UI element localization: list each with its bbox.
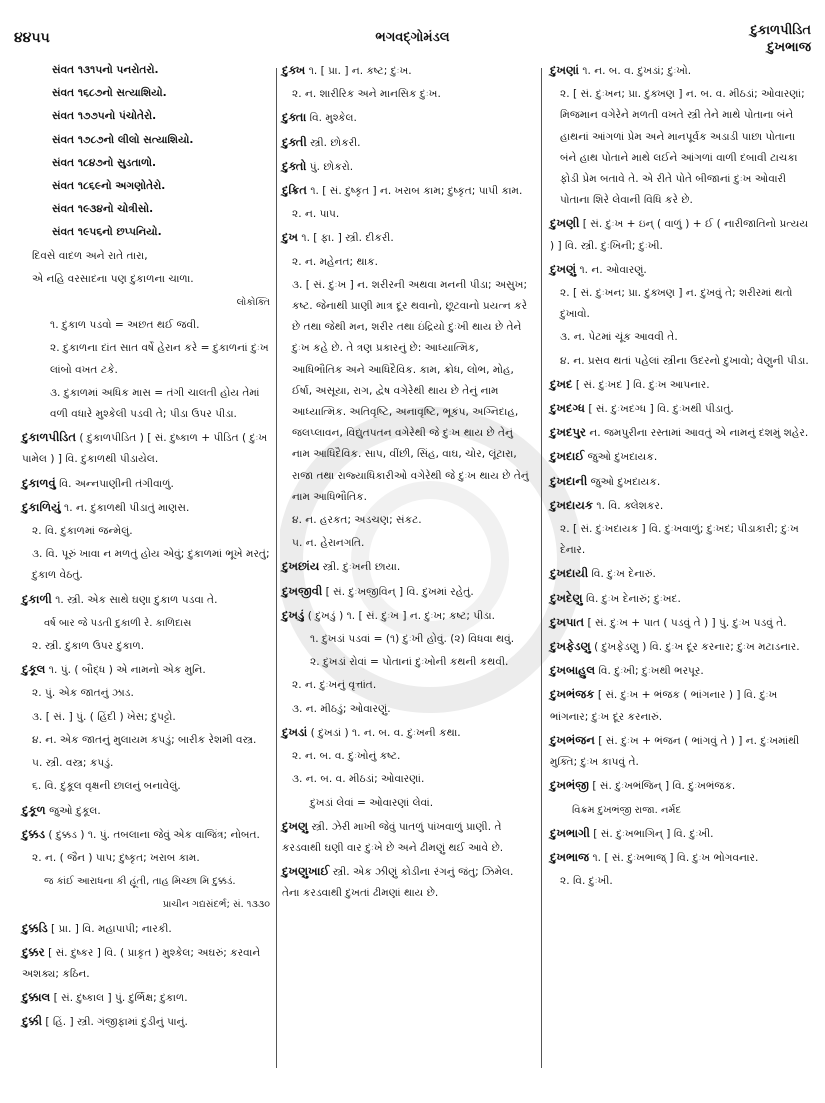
- definition-text: ૧. સ્ત્રી. એક સાથે ઘણા દુકાળ પડવા તે.: [51, 593, 218, 606]
- definition-text: ૧. [ સં. દુષ્કૃત ] ન. ખરાબ કામ; દુષ્કૃત; પાપી કામ.: [306, 185, 523, 198]
- definition-text: ૨. [ સં. દુઃખન; પ્રા. દુક્ખણ ] ન. દુખવું તે; શરીરમાં થતો દુખાવો.: [560, 287, 793, 321]
- definition-text: પું. છોકરો.: [306, 160, 354, 173]
- definition-text: ૩. [ સં. ] પું. ( હિંદી ) ખેસ; દુપટ્ટો.: [32, 710, 176, 723]
- definition-text: ૨. ન. ( જૈન ) પાપ; દુષ્કૃત; ખરાબ કામ.: [32, 851, 200, 864]
- headword: દુખભંજક: [550, 687, 595, 702]
- entry-line: [282, 252, 530, 273]
- definition-text: [ સં. દુઃખભાગિન્ ] વિ. દુઃખી.: [589, 827, 714, 840]
- headword: દુખબાહુલ: [550, 663, 596, 678]
- definition-text: લોકોક્તિ: [236, 297, 270, 309]
- definition-text: ( દુક્કડ ) ૧. પું. તબલાના જેવું એક વાજિંત્ર; નોબત.: [45, 828, 260, 841]
- guide-word-first: દુકાળપીડિત: [750, 23, 811, 38]
- definition-text: સંવત ૧૮૬૯નો અગણોતેરો.: [52, 180, 166, 193]
- dictionary-entry: [550, 660, 812, 682]
- headword: દુક્કાલ: [22, 990, 51, 1005]
- entry-line: [282, 675, 530, 696]
- dictionary-entry: [22, 824, 270, 846]
- definition-text: વિ. દુઃખી; દુઃખથી ભરપૂર.: [595, 665, 704, 678]
- definition-text: સ્ત્રી. દુઃખની છાયા.: [319, 561, 401, 574]
- headword: દુક્ખ: [282, 63, 306, 77]
- definition-text: ૫. સ્ત્રી. વસ્ત્ર; કપડું.: [32, 757, 114, 770]
- dictionary-entry: [550, 398, 812, 420]
- definition-text: ૨. દુકાળના દાંત સાત વર્ષે હેરાન કરે = દુકાળનાં દુઃખ લાંબો વખત ટકે.: [50, 342, 269, 376]
- dictionary-entry: [22, 1011, 270, 1033]
- entry-line: [550, 519, 812, 561]
- entry-line: [22, 338, 270, 380]
- headword: દુકૂલ: [22, 662, 46, 677]
- definition-text: ૩. વિ. પૂરું ખાવા ન મળતું હોય એવું; દુકાળમાં ભૂખે મરતું; દુકાળ વેઠતું.: [32, 548, 270, 582]
- headword: દુકાળવું: [22, 475, 56, 490]
- definition-text: ( દુખડાં ) ૧. ન. બ. વ. દુઃખની કથા.: [307, 726, 461, 739]
- entry-line: [282, 204, 530, 225]
- definition-text: વર્ષ બાર જે પડતી દુકાળી રે. કાળિદાસ: [44, 617, 192, 629]
- definition-text: ૧. [ ફા. ] સ્ત્રી. દીકરી.: [298, 232, 394, 245]
- headword: દુખણાં: [550, 63, 579, 77]
- definition-text: [ સં. દુષ્કર ] વિ. ( પ્રાકૃત ) મુશ્કેલ; અઘરું; કરવાને અશક્ય; કઠિન.: [22, 946, 261, 980]
- headword: દુખભાગી: [550, 825, 590, 840]
- page-header: [0, 14, 825, 54]
- definition-text: [ સં. દુઃખ + ઇન્ ( વાળું ) + ઈ ( નારીજાતિનો પ્રત્યય ) ] વિ. સ્ત્રી. દુઃખિની; દુઃખી.: [550, 218, 809, 252]
- definition-text: જુઓ દુકૂલ.: [45, 804, 101, 817]
- dictionary-entry: [550, 374, 812, 396]
- entry-line: [22, 60, 270, 81]
- entry-line: [22, 848, 270, 869]
- definition-text: ૧. ન. ઓવારણું.: [576, 263, 647, 276]
- dictionary-entry: [550, 259, 812, 281]
- dictionary-entry: [282, 60, 530, 82]
- definition-text: ૧. દુકાળ પડવો = અછત થઈ જવી.: [50, 319, 200, 332]
- entry-line: [22, 707, 270, 728]
- guide-words: [750, 22, 811, 56]
- dictionary-entry: [282, 132, 530, 154]
- dictionary-entry: [550, 612, 812, 634]
- headword: દુખણુ: [282, 818, 309, 833]
- entry-line: [22, 83, 270, 104]
- entry-line: [22, 292, 270, 313]
- dictionary-entry: [22, 589, 270, 611]
- definition-text: સ્ત્રી. એક ઝીણું કોડીના રંગનું જંતુ; ઝિમેલ. તેના કરડવાથી દુખતાં ઢીમણાં થાય છે.: [282, 866, 514, 900]
- entry-line: [282, 699, 530, 720]
- dictionary-entry: [282, 722, 530, 744]
- dictionary-entry: [550, 775, 812, 797]
- dictionary-entry: [22, 659, 270, 681]
- dictionary-entry: [550, 446, 812, 468]
- headword: દુખપાત: [550, 614, 585, 629]
- definition-text: ૧. ન. બ. વ. દુખડાં; દુઃખો.: [578, 65, 692, 77]
- definition-text: ૨. દુખડાં રોવાં = પોતાનાં દુઃખોની કથની કથવી.: [310, 656, 509, 669]
- entry-line: [282, 533, 530, 554]
- dictionary-entry: [282, 816, 530, 859]
- entry-line: [22, 636, 270, 657]
- definition-text: ન. જમપુરીના રસ્તામાં આવતું એ નામનું દશમું શહેર.: [586, 427, 809, 440]
- definition-text: જુઓ દુખદાયક.: [587, 475, 661, 488]
- headword: દુક્કી: [22, 1014, 43, 1029]
- definition-text: ૩. [ સં. દુઃખ ] ન. શરીરની અથવા મનની પીડા; અસુખ; કષ્ટ. જેનાથી પ્રાણી માત્ર દૂર થવાનો, છૂટવાનો પ્રયત્ન કરે છે તથા જેથી મન, શરીર તથા ઇંદ્રિયો દુઃખી થાય છે તેને દુઃખ કહે છે. તે ત્રણ પ્રકારનું છે: આધ્યાત્મિક, આધિભૌતિક અને આધિદૈવિક. કામ, ક્રોધ, લોભ, મોહ, ઈર્ષા, અસૂયા, રાગ, દ્વેષ વગેરેથી થાય છે તેનું નામ આધ્યાત્મિક. અતિવૃષ્ટિ, અનાવૃષ્ટિ, ભૂકંપ, અગ્નિદાહ, જલપ્લાવન, વિદ્યુતપતન વગેરેથી જે દુઃખ થાય છે તેનું નામ આધિદૈવિક. સાપ, વીંછી, સિંહ, વાઘ, ચોર, લૂંટારા, રાજા તથા રાજ્યાધિકારીઓ વગેરેથી જે દુઃખ થાય છે તેનું નામ આધિભૌતિક.: [292, 278, 529, 503]
- entry-line: [22, 383, 270, 425]
- entry-line: [282, 510, 530, 531]
- headword: દુખદાની: [550, 473, 588, 488]
- entry-line: [282, 793, 530, 814]
- definition-text: ૪. ન. હરકત; અડચણ; સંકટ.: [292, 514, 422, 527]
- definition-text: વિ. દુઃખ દેનારું.: [588, 568, 656, 581]
- definition-text: સંવત ૧૯૫૬નો છપ્પનિયો.: [52, 226, 162, 239]
- definition-text: વિક્રમ દુખભંજી રાજા. નર્મદ: [572, 804, 682, 816]
- entry-line: [22, 894, 270, 915]
- definition-text: ૩. ન. પેટમાં ચૂંક આવવી તે.: [560, 331, 678, 344]
- definition-text: ૨. સ્ત્રી. દુકાળ ઉપર દુકાળ.: [32, 640, 145, 653]
- dictionary-entry: [22, 800, 270, 822]
- dictionary-entry: [550, 636, 812, 658]
- running-title: ભગવદ્ગોમંડલ: [375, 30, 450, 45]
- entry-line: [550, 283, 812, 325]
- definition-text: ૨. [ સં. દુઃખન; પ્રા. દુક્ખણ ] ન. બ. વ. મીઠડાં; ઓવારણાં; મિજમાન વગેરેને મળતી વખતે સ્ત્રી તેને માથે પોતાના બંને હાથનાં આંગળાં પ્રેમ અને માનપૂર્વક અડાડી પાછા પોતાના બંને હાથ પોતાને માથે લઈને આંગળાં વાળી દબાવી ટાચકા ફોડી પ્રેમ બતાવે તે. એ રીતે પોતે બીજાનાં દુઃખ ઓવારી પોતાના શિરે લેવાની વિધિ કરે છે.: [560, 88, 805, 207]
- definition-text: પ્રાચીન ગદ્યસંદર્ભ; સં. ૧૩૩૦: [162, 899, 270, 911]
- column-3: [550, 60, 812, 894]
- headword: દુખભંજી: [550, 778, 590, 793]
- dictionary-entry: [550, 847, 812, 869]
- definition-text: ( દુખફેડણુ ) વિ. દુઃખ દૂર કરનાર; દુઃખ મટાડનાર.: [590, 641, 800, 654]
- headword: દુખણું: [550, 261, 577, 276]
- headword: દુખદગ્ધ: [550, 401, 586, 416]
- definition-text: ૨. ન. પાપ.: [292, 208, 340, 221]
- dictionary-entry: [282, 156, 530, 178]
- column-divider-right: [541, 68, 542, 1068]
- definition-text: સંવત ૧૭૭૫નો પંચોતેરો.: [52, 110, 157, 123]
- headword: દુખદપુર: [550, 425, 587, 440]
- headword: દુખદેણુ: [550, 590, 583, 605]
- definition-text: જ કાંઈ આરાધના કી હૂંતી, તાહ મિચ્છા મિ દુક્કડં.: [44, 876, 236, 888]
- definition-text: જુઓ દુખદાયક.: [584, 451, 658, 464]
- dictionary-entry: [550, 823, 812, 845]
- headword: દુખજીવી: [282, 583, 323, 598]
- definition-text: ૪. ન. પ્રસવ થતાં પહેલાં સ્ત્રીના ઉદરનો દુખાવો; વેણુની પીડા.: [560, 354, 809, 367]
- entry-line: [22, 315, 270, 336]
- dictionary-entry: [282, 180, 530, 202]
- definition-text: [ સં. દુઃખદગ્ધ ] વિ. દુઃખથી પીડાતું.: [585, 403, 734, 416]
- entry-line: [550, 84, 812, 211]
- dictionary-entry: [22, 497, 270, 519]
- entry-line: [282, 652, 530, 673]
- entry-line: [22, 222, 270, 243]
- entry-line: [22, 683, 270, 704]
- entry-line: [22, 544, 270, 586]
- definition-text: ૧. [ સં. દુઃખભાજ્ ] વિ. દુઃખ ભોગવનાર.: [589, 851, 759, 864]
- entry-line: [550, 351, 812, 372]
- column-divider-left: [276, 68, 277, 1068]
- definition-text: [ સં. દુઃખદ ] વિ. દુઃખ આપનાર.: [572, 378, 710, 391]
- dictionary-entry: [550, 588, 812, 610]
- headword: દુખણુખાઈ: [282, 864, 330, 879]
- definition-text: [ સં. દુઃખજીવિન્ ] વિ. દુખમાં રહેતું.: [322, 585, 474, 598]
- headword: દુખભાજ: [550, 849, 590, 864]
- definition-text: ૧. [ પ્રા. ] ન. કષ્ટ; દુઃખ.: [305, 65, 412, 77]
- entry-line: [22, 613, 270, 634]
- guide-word-last: દુખભાજ: [767, 40, 811, 55]
- dictionary-entry: [282, 107, 530, 129]
- entry-line: [22, 871, 270, 892]
- entry-line: [282, 746, 530, 767]
- definition-text: દુખડાં લેવાં = ઓવારણાં લેવાં.: [310, 796, 434, 809]
- headword: દુખદાઈ: [550, 449, 585, 464]
- headword: દુક્કર: [22, 944, 45, 959]
- dictionary-entry: [550, 471, 812, 493]
- definition-text: ૫. ન. હેરાનગતિ.: [292, 537, 365, 550]
- definition-text: ૨. વિ. દુકાળમાં જન્મેલું.: [32, 525, 133, 538]
- headword: દુખદાયક: [550, 497, 594, 512]
- definition-text: ૨. ન. દુઃખનું વૃત્તાંત.: [292, 679, 377, 692]
- definition-text: વિ. દુઃખ દેનારું; દુઃખદ.: [582, 592, 681, 605]
- definition-text: સંવત ૧૮૪૭નો સુડતાળો.: [52, 156, 157, 169]
- headword: દુક્કડિ: [22, 920, 48, 935]
- entry-line: [22, 153, 270, 174]
- dictionary-entry: [282, 581, 530, 603]
- definition-text: વિ. અન્નપાણીની તંગીવાળું.: [55, 477, 174, 490]
- entry-line: [22, 730, 270, 751]
- definition-text: ૪. ન. એક જાતનું મુલાયમ કપડું; બારીક રેશમી વસ્ત્ર.: [32, 733, 257, 746]
- headword: દુખછાંય: [282, 559, 320, 574]
- entry-line: [22, 521, 270, 542]
- headword: દુખભંજન: [550, 732, 595, 747]
- column-1: [22, 60, 270, 1036]
- entry-line: [22, 106, 270, 127]
- definition-text: ૨. ન. બ. વ. દુઃખોનું કષ્ટ.: [292, 750, 401, 763]
- headword: દુખડાં: [282, 724, 308, 739]
- headword: દુખફેડણુ: [550, 639, 591, 654]
- entry-line: [282, 84, 530, 105]
- definition-text: ૧. દુખડાં પડવાં = (૧) દુઃખી હોવું. (૨) વિધવા થવું.: [310, 633, 515, 646]
- entry-line: [550, 800, 812, 821]
- dictionary-entry: [22, 427, 270, 470]
- headword: દુખ: [282, 230, 299, 245]
- dictionary-entry: [22, 987, 270, 1009]
- headword: દુખડું: [282, 607, 305, 622]
- definition-text: ૬. વિ. દુકૂલ વૃક્ષની છાલનું બનાવેલું.: [32, 780, 181, 793]
- dictionary-entry: [22, 918, 270, 940]
- definition-text: ૨. વિ. દુઃખી.: [560, 875, 613, 888]
- entry-line: [22, 130, 270, 151]
- headword: દુક્કડ: [22, 826, 46, 841]
- entry-line: [22, 753, 270, 774]
- definition-text: એ નહિ વરસાદના પણ દુકાળના ચાળા.: [32, 272, 194, 285]
- definition-text: [ સં. દુઃખ + પાત ( પડવું તે ) ] પું. દુઃખ પડવું તે.: [584, 616, 787, 629]
- definition-text: ૩. ન. બ. વ. મીઠડાં; ઓવારણાં.: [292, 773, 425, 786]
- definition-text: ૩. ન. મીઠડું; ઓવારણું.: [292, 702, 391, 715]
- headword: દુખદાયી: [550, 566, 589, 581]
- headword: દુક્તી: [282, 134, 307, 149]
- headword: દુકૂળ: [22, 802, 46, 817]
- definition-text: સંવત ૧૯૩૪નો ચોત્રીસો.: [52, 203, 154, 216]
- definition-text: સ્ત્રી. ઝેરી માખી જેવું પાતળું પાંખવાળું પ્રાણી. તે કરડવાથી ઘણી વાર દુઃખે છે અને ઢીમણું થઈ આવે છે.: [282, 820, 504, 854]
- headword: દુખદ: [550, 376, 573, 391]
- entry-line: [282, 629, 530, 650]
- definition-text: ૨. ન. શારીરિક અને માનસિક દુઃખ.: [292, 88, 441, 101]
- dictionary-entry: [550, 563, 812, 585]
- dictionary-entry: [550, 60, 812, 82]
- dictionary-entry: [22, 473, 270, 495]
- headword: દુકાળિયું: [22, 499, 61, 514]
- entry-line: [22, 246, 270, 267]
- entry-line: [282, 769, 530, 790]
- dictionary-entry: [550, 495, 812, 517]
- dictionary-entry: [282, 605, 530, 627]
- definition-text: ૧. ન. દુકાળથી પીડાતું માણસ.: [60, 501, 190, 514]
- definition-text: દિવસે વાદળ અને રાતે તારા,: [32, 249, 148, 262]
- dictionary-entry: [550, 213, 812, 256]
- page-number: ૪૪૫૫: [14, 30, 50, 46]
- definition-text: [ સં. દુષ્કાલ ] પું. દુર્ભિક્ષ; દુકાળ.: [50, 992, 188, 1005]
- definition-text: સંવત ૧૩૧૫નો પનરોતરો.: [52, 64, 159, 76]
- column-2: [282, 60, 530, 907]
- dictionary-entry: [550, 684, 812, 727]
- definition-text: ૨. [ સં. દુઃખદાયક ] વિ. દુઃખવાળું; દુઃખદ; પીડાકારી; દુઃખ દેનાર.: [560, 523, 799, 557]
- definition-text: સંવત ૧૬૮૭નો સત્યાશિયો.: [52, 87, 167, 100]
- definition-text: [ હિં. ] સ્ત્રી. ગંજીફામાં દુડીનું પાનું.: [42, 1016, 188, 1029]
- entry-line: [22, 776, 270, 797]
- headword: દુકાળી: [22, 591, 52, 606]
- entry-line: [22, 176, 270, 197]
- definition-text: [ સં. દુઃખ + ભંજક ( ભાંગનાર ) ] વિ. દુઃખ ભાંગનાર; દુઃખ દૂર કરનારું.: [550, 689, 778, 723]
- definition-text: ૨. ન. મહેનત; થાક.: [292, 255, 379, 268]
- entry-line: [22, 269, 270, 290]
- entry-line: [22, 199, 270, 220]
- definition-text: ૧. વિ. ક્લેશકર.: [593, 499, 664, 512]
- headword: દુખણી: [550, 216, 580, 231]
- definition-text: [ સં. દુઃખભંજિન્ ] વિ. દુઃખભંજક.: [589, 780, 736, 793]
- dictionary-entry: [550, 422, 812, 444]
- definition-text: સંવત ૧૭૮૭નો લીલો સત્યાશિયો.: [52, 133, 194, 146]
- dictionary-entry: [282, 556, 530, 578]
- entry-line: [550, 327, 812, 348]
- entry-line: [282, 275, 530, 508]
- dictionary-entry: [282, 861, 530, 904]
- definition-text: ૩. દુકાળમાં અધિક માસ = તંગી ચાલતી હોય તેમાં વળી વધારે મુશ્કેલી પડવી તે; પીડા ઉપર પીડા.: [50, 386, 260, 421]
- definition-text: [ પ્રા. ] વિ. મહાપાપી; નારકી.: [47, 922, 172, 935]
- definition-text: ૨. પું. એક જાતનું ઝાડ.: [32, 687, 134, 700]
- entry-line: [550, 871, 812, 892]
- definition-text: વિ. મુશ્કેલ.: [306, 112, 357, 125]
- headword: દુક્તા: [282, 110, 307, 125]
- headword: દુક્રિત: [282, 183, 307, 198]
- definition-text: [ સં. દુઃખ + ભંજન ( ભાંગવું તે ) ] ન. દુઃખમાંથી મુક્તિ; દુઃખ કાપવું તે.: [550, 734, 800, 769]
- dictionary-entry: [550, 730, 812, 773]
- definition-text: સ્ત્રી. છોકરી.: [306, 136, 361, 149]
- dictionary-entry: [22, 942, 270, 985]
- definition-text: ૧. પું. ( બૌદ્ધ ) એ નામનો એક મુનિ.: [45, 664, 206, 677]
- dictionary-entry: [282, 227, 530, 249]
- definition-text: ( દુખડું ) ૧. [ સં. દુઃખ ] ન. દુઃખ; કષ્ટ; પીડા.: [304, 609, 495, 622]
- headword: દુક્તો: [282, 158, 307, 173]
- definition-text: ( દુકાળપીડિત ) [ સં. દુષ્કાળ + પીડિત ( દુઃખ પામેલ ) ] વિ. દુકાળથી પીડાયેલ.: [22, 432, 268, 466]
- headword: દુકાળપીડિત: [22, 430, 77, 445]
